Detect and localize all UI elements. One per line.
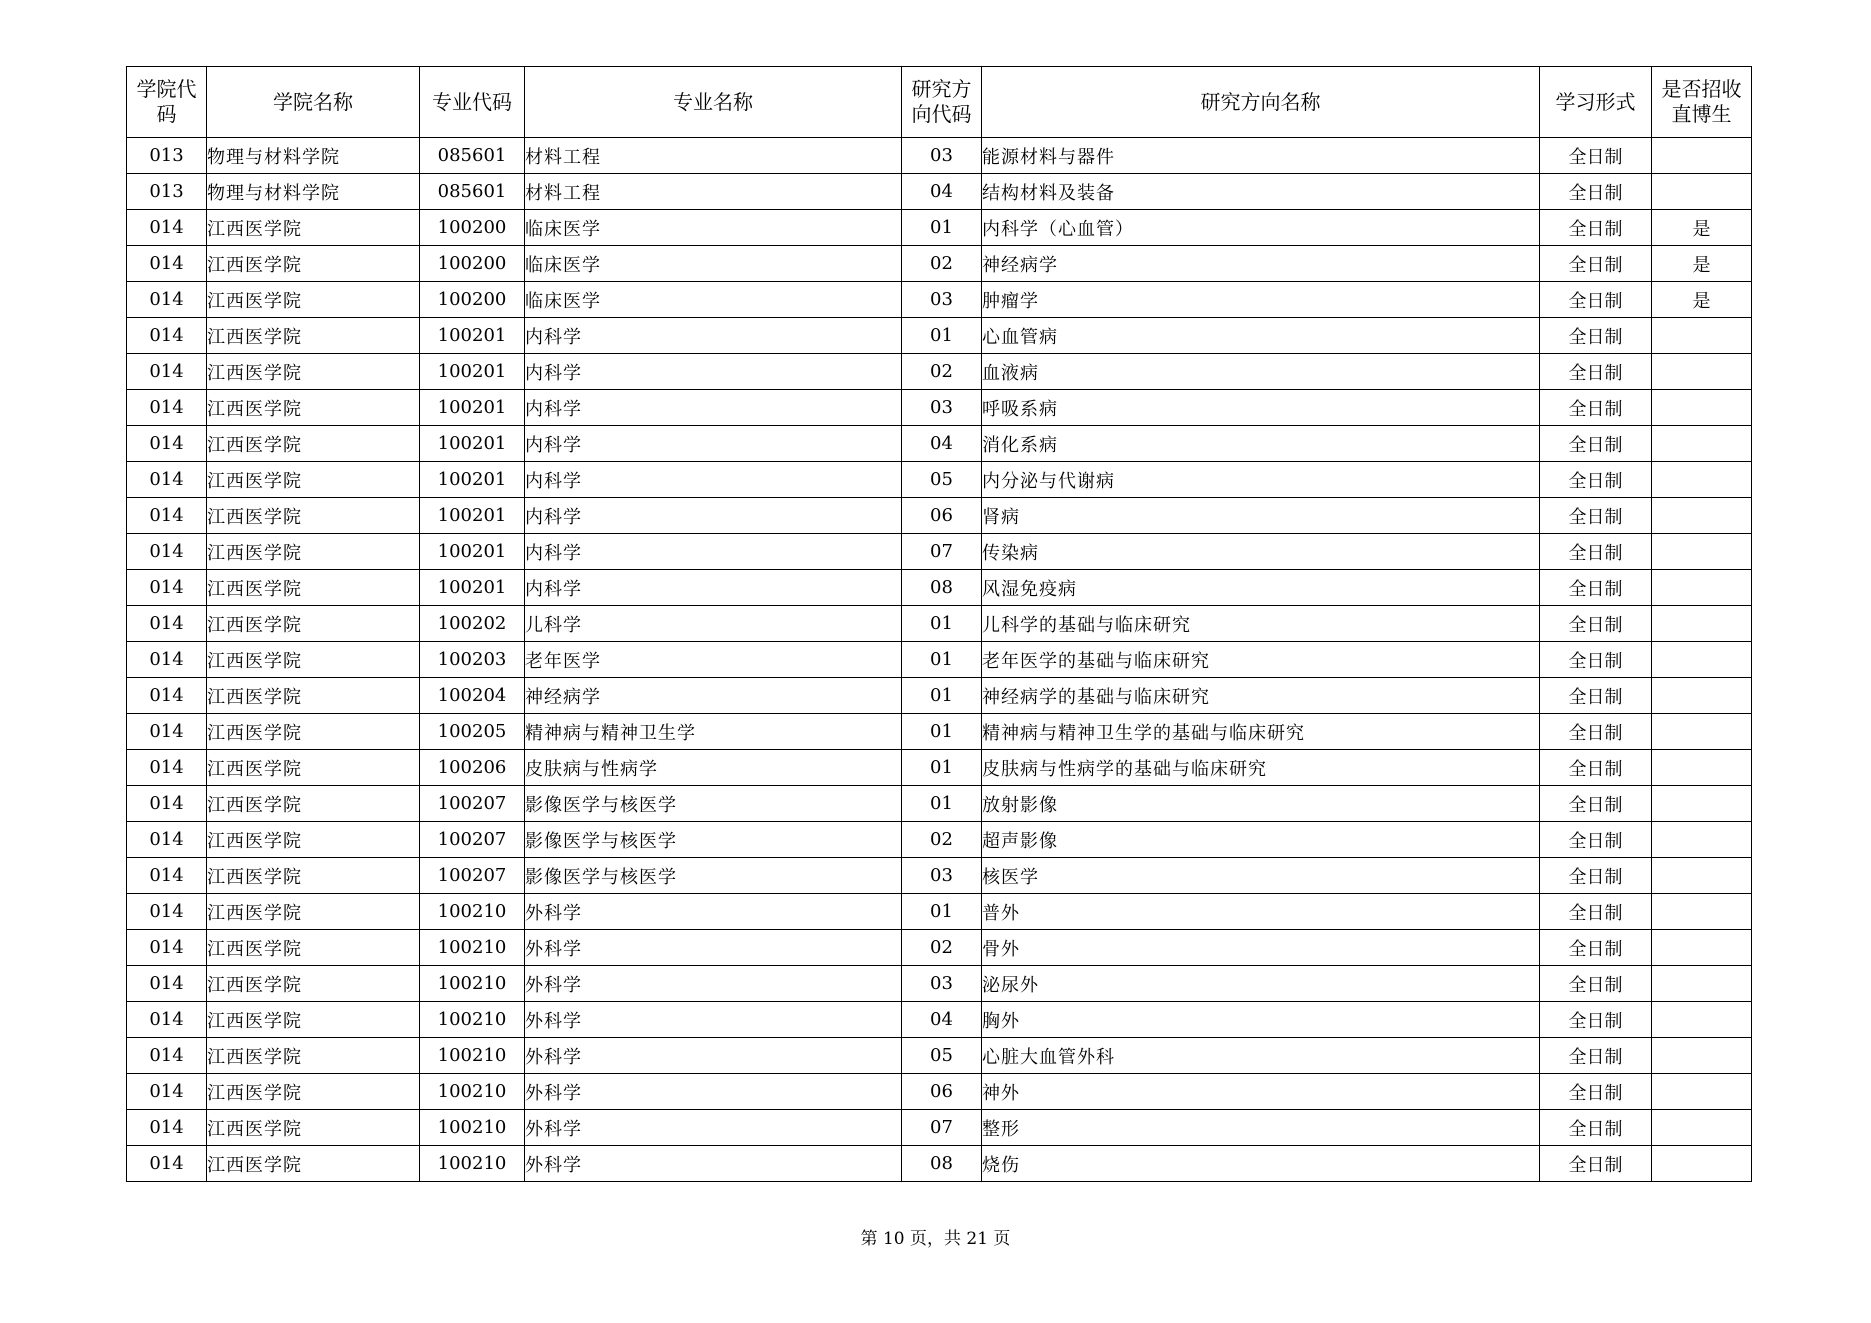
cell-major-name: 外科学 xyxy=(525,1038,902,1074)
cell-major-code: 100206 xyxy=(420,750,525,786)
cell-direct-phd xyxy=(1652,894,1752,930)
cell-direction-name: 结构材料及装备 xyxy=(982,174,1540,210)
cell-direction-name: 骨外 xyxy=(982,930,1540,966)
cell-college-code: 014 xyxy=(127,750,207,786)
cell-major-code: 100207 xyxy=(420,786,525,822)
cell-major-name: 影像医学与核医学 xyxy=(525,858,902,894)
cell-direction-name: 神经病学 xyxy=(982,246,1540,282)
cell-direct-phd xyxy=(1652,318,1752,354)
cell-direction-name: 心脏大血管外科 xyxy=(982,1038,1540,1074)
cell-major-name: 精神病与精神卫生学 xyxy=(525,714,902,750)
cell-direct-phd xyxy=(1652,354,1752,390)
cell-direct-phd xyxy=(1652,174,1752,210)
cell-college-name: 江西医学院 xyxy=(207,1074,420,1110)
cell-major-name: 内科学 xyxy=(525,498,902,534)
cell-direction-code: 01 xyxy=(902,678,982,714)
cell-college-name: 江西医学院 xyxy=(207,462,420,498)
table-row xyxy=(127,210,1752,246)
cell-direction-code: 03 xyxy=(902,858,982,894)
cell-direction-name: 内分泌与代谢病 xyxy=(982,462,1540,498)
cell-college-code: 014 xyxy=(127,1038,207,1074)
cell-college-name: 江西医学院 xyxy=(207,714,420,750)
cell-major-name: 神经病学 xyxy=(525,678,902,714)
table-row xyxy=(127,246,1752,282)
table-row xyxy=(127,714,1752,750)
cell-direction-code: 01 xyxy=(902,714,982,750)
cell-direct-phd xyxy=(1652,390,1752,426)
cell-direction-name: 心血管病 xyxy=(982,318,1540,354)
table-row xyxy=(127,786,1752,822)
cell-direction-name: 老年医学的基础与临床研究 xyxy=(982,642,1540,678)
cell-direction-name: 呼吸系病 xyxy=(982,390,1540,426)
cell-direct-phd xyxy=(1652,786,1752,822)
cell-direction-name: 精神病与精神卫生学的基础与临床研究 xyxy=(982,714,1540,750)
cell-direction-name: 超声影像 xyxy=(982,822,1540,858)
cell-college-code: 014 xyxy=(127,282,207,318)
cell-study-mode: 全日制 xyxy=(1540,678,1652,714)
cell-study-mode: 全日制 xyxy=(1540,966,1652,1002)
cell-college-code: 014 xyxy=(127,786,207,822)
cell-direct-phd xyxy=(1652,498,1752,534)
cell-major-name: 内科学 xyxy=(525,534,902,570)
cell-college-name: 江西医学院 xyxy=(207,570,420,606)
cell-college-code: 014 xyxy=(127,246,207,282)
cell-study-mode: 全日制 xyxy=(1540,786,1652,822)
cell-direction-code: 08 xyxy=(902,570,982,606)
cell-college-name: 江西医学院 xyxy=(207,750,420,786)
cell-direct-phd xyxy=(1652,858,1752,894)
cell-college-code: 013 xyxy=(127,174,207,210)
cell-major-name: 临床医学 xyxy=(525,246,902,282)
cell-college-code: 014 xyxy=(127,534,207,570)
cell-study-mode: 全日制 xyxy=(1540,462,1652,498)
table-row xyxy=(127,822,1752,858)
cell-major-code: 100201 xyxy=(420,390,525,426)
cell-major-code: 085601 xyxy=(420,174,525,210)
cell-college-code: 014 xyxy=(127,1002,207,1038)
cell-college-name: 江西医学院 xyxy=(207,498,420,534)
cell-major-code: 100207 xyxy=(420,822,525,858)
table-row xyxy=(127,174,1752,210)
cell-study-mode: 全日制 xyxy=(1540,390,1652,426)
cell-direct-phd xyxy=(1652,1002,1752,1038)
cell-study-mode: 全日制 xyxy=(1540,174,1652,210)
cell-major-name: 外科学 xyxy=(525,1002,902,1038)
cell-major-code: 100210 xyxy=(420,1002,525,1038)
cell-study-mode: 全日制 xyxy=(1540,534,1652,570)
cell-major-code: 100201 xyxy=(420,462,525,498)
cell-study-mode: 全日制 xyxy=(1540,210,1652,246)
cell-major-name: 材料工程 xyxy=(525,138,902,174)
cell-college-code: 014 xyxy=(127,894,207,930)
cell-direct-phd xyxy=(1652,1110,1752,1146)
table-row xyxy=(127,390,1752,426)
cell-study-mode: 全日制 xyxy=(1540,138,1652,174)
cell-major-name: 内科学 xyxy=(525,462,902,498)
cell-major-name: 内科学 xyxy=(525,354,902,390)
cell-college-name: 江西医学院 xyxy=(207,1146,420,1182)
cell-college-name: 江西医学院 xyxy=(207,1110,420,1146)
cell-college-name: 江西医学院 xyxy=(207,1002,420,1038)
cell-major-code: 100210 xyxy=(420,930,525,966)
cell-major-name: 外科学 xyxy=(525,894,902,930)
cell-college-code: 014 xyxy=(127,1146,207,1182)
cell-college-code: 014 xyxy=(127,210,207,246)
cell-major-code: 100210 xyxy=(420,966,525,1002)
header-direction-name: 研究方向名称 xyxy=(982,67,1540,138)
cell-study-mode: 全日制 xyxy=(1540,642,1652,678)
cell-college-code: 014 xyxy=(127,822,207,858)
cell-major-name: 临床医学 xyxy=(525,282,902,318)
table-row xyxy=(127,858,1752,894)
cell-major-name: 临床医学 xyxy=(525,210,902,246)
table-row xyxy=(127,462,1752,498)
cell-direct-phd xyxy=(1652,642,1752,678)
cell-direction-code: 05 xyxy=(902,462,982,498)
cell-direction-name: 普外 xyxy=(982,894,1540,930)
table-row xyxy=(127,282,1752,318)
cell-direction-code: 06 xyxy=(902,498,982,534)
cell-direction-name: 放射影像 xyxy=(982,786,1540,822)
table-row xyxy=(127,1146,1752,1182)
cell-study-mode: 全日制 xyxy=(1540,714,1652,750)
cell-major-name: 材料工程 xyxy=(525,174,902,210)
cell-major-code: 100202 xyxy=(420,606,525,642)
cell-college-code: 014 xyxy=(127,1074,207,1110)
table-row xyxy=(127,426,1752,462)
cell-college-code: 014 xyxy=(127,966,207,1002)
cell-college-code: 014 xyxy=(127,858,207,894)
cell-direction-code: 04 xyxy=(902,1002,982,1038)
table-header-row xyxy=(127,67,1752,138)
cell-college-name: 江西医学院 xyxy=(207,534,420,570)
cell-major-code: 100200 xyxy=(420,246,525,282)
cell-study-mode: 全日制 xyxy=(1540,354,1652,390)
cell-study-mode: 全日制 xyxy=(1540,606,1652,642)
cell-college-code: 014 xyxy=(127,678,207,714)
cell-major-name: 内科学 xyxy=(525,390,902,426)
cell-direct-phd xyxy=(1652,426,1752,462)
enrollment-table xyxy=(126,66,1752,1182)
cell-college-name: 江西医学院 xyxy=(207,822,420,858)
cell-direction-code: 01 xyxy=(902,210,982,246)
cell-direction-name: 泌尿外 xyxy=(982,966,1540,1002)
cell-direction-code: 03 xyxy=(902,390,982,426)
cell-direction-code: 02 xyxy=(902,354,982,390)
cell-direction-code: 08 xyxy=(902,1146,982,1182)
cell-major-code: 100200 xyxy=(420,282,525,318)
cell-direction-code: 03 xyxy=(902,282,982,318)
table-row xyxy=(127,1002,1752,1038)
cell-major-name: 外科学 xyxy=(525,1074,902,1110)
table-body xyxy=(127,138,1752,1182)
cell-major-name: 老年医学 xyxy=(525,642,902,678)
cell-direction-code: 02 xyxy=(902,822,982,858)
cell-major-code: 085601 xyxy=(420,138,525,174)
cell-direct-phd xyxy=(1652,1146,1752,1182)
cell-major-code: 100205 xyxy=(420,714,525,750)
cell-college-code: 014 xyxy=(127,642,207,678)
cell-study-mode: 全日制 xyxy=(1540,1002,1652,1038)
table-row xyxy=(127,966,1752,1002)
header-college-code: 学院代码 xyxy=(127,67,207,138)
cell-college-code: 014 xyxy=(127,930,207,966)
cell-major-code: 100201 xyxy=(420,318,525,354)
cell-direction-code: 03 xyxy=(902,966,982,1002)
cell-major-name: 内科学 xyxy=(525,426,902,462)
cell-major-name: 外科学 xyxy=(525,1110,902,1146)
cell-study-mode: 全日制 xyxy=(1540,858,1652,894)
table-row xyxy=(127,1074,1752,1110)
cell-direction-name: 整形 xyxy=(982,1110,1540,1146)
page-footer: 第 10 页，共 21 页 xyxy=(860,1229,1011,1249)
header-direction-code: 研究方向代码 xyxy=(902,67,982,138)
cell-college-name: 江西医学院 xyxy=(207,426,420,462)
cell-major-name: 内科学 xyxy=(525,318,902,354)
cell-study-mode: 全日制 xyxy=(1540,1074,1652,1110)
cell-direction-code: 07 xyxy=(902,534,982,570)
cell-college-name: 江西医学院 xyxy=(207,318,420,354)
cell-direction-name: 皮肤病与性病学的基础与临床研究 xyxy=(982,750,1540,786)
cell-direction-code: 01 xyxy=(902,786,982,822)
cell-college-name: 江西医学院 xyxy=(207,246,420,282)
cell-college-name: 江西医学院 xyxy=(207,894,420,930)
cell-direction-name: 神经病学的基础与临床研究 xyxy=(982,678,1540,714)
cell-direction-name: 儿科学的基础与临床研究 xyxy=(982,606,1540,642)
cell-major-name: 内科学 xyxy=(525,570,902,606)
cell-major-code: 100200 xyxy=(420,210,525,246)
cell-major-code: 100201 xyxy=(420,354,525,390)
cell-college-name: 物理与材料学院 xyxy=(207,174,420,210)
cell-direction-name: 内科学（心血管） xyxy=(982,210,1540,246)
table-row xyxy=(127,534,1752,570)
cell-college-name: 江西医学院 xyxy=(207,354,420,390)
cell-college-name: 江西医学院 xyxy=(207,606,420,642)
cell-major-name: 外科学 xyxy=(525,930,902,966)
cell-study-mode: 全日制 xyxy=(1540,894,1652,930)
cell-direct-phd xyxy=(1652,714,1752,750)
cell-college-code: 014 xyxy=(127,318,207,354)
cell-direct-phd xyxy=(1652,750,1752,786)
cell-direction-name: 风湿免疫病 xyxy=(982,570,1540,606)
cell-direction-code: 04 xyxy=(902,174,982,210)
cell-direction-code: 04 xyxy=(902,426,982,462)
table-row xyxy=(127,1110,1752,1146)
cell-college-code: 014 xyxy=(127,354,207,390)
cell-study-mode: 全日制 xyxy=(1540,426,1652,462)
cell-direction-code: 01 xyxy=(902,642,982,678)
cell-direction-name: 烧伤 xyxy=(982,1146,1540,1182)
cell-direct-phd xyxy=(1652,462,1752,498)
cell-direction-code: 02 xyxy=(902,246,982,282)
table-row xyxy=(127,354,1752,390)
cell-college-code: 014 xyxy=(127,714,207,750)
cell-direct-phd: 是 xyxy=(1652,282,1752,318)
cell-college-code: 014 xyxy=(127,498,207,534)
cell-college-name: 江西医学院 xyxy=(207,282,420,318)
cell-study-mode: 全日制 xyxy=(1540,318,1652,354)
cell-study-mode: 全日制 xyxy=(1540,246,1652,282)
cell-major-name: 影像医学与核医学 xyxy=(525,786,902,822)
cell-direction-code: 03 xyxy=(902,138,982,174)
cell-college-name: 江西医学院 xyxy=(207,1038,420,1074)
cell-direct-phd xyxy=(1652,930,1752,966)
cell-direction-name: 能源材料与器件 xyxy=(982,138,1540,174)
cell-direction-name: 传染病 xyxy=(982,534,1540,570)
cell-major-name: 外科学 xyxy=(525,966,902,1002)
cell-study-mode: 全日制 xyxy=(1540,1146,1652,1182)
cell-major-code: 100203 xyxy=(420,642,525,678)
cell-major-code: 100210 xyxy=(420,1146,525,1182)
cell-direction-name: 肾病 xyxy=(982,498,1540,534)
cell-direct-phd xyxy=(1652,606,1752,642)
cell-major-code: 100210 xyxy=(420,1038,525,1074)
cell-major-name: 影像医学与核医学 xyxy=(525,822,902,858)
cell-study-mode: 全日制 xyxy=(1540,930,1652,966)
cell-college-name: 江西医学院 xyxy=(207,678,420,714)
table-row xyxy=(127,894,1752,930)
cell-direction-code: 01 xyxy=(902,318,982,354)
header-major-code: 专业代码 xyxy=(420,67,525,138)
cell-college-name: 江西医学院 xyxy=(207,210,420,246)
cell-major-code: 100210 xyxy=(420,1074,525,1110)
cell-study-mode: 全日制 xyxy=(1540,750,1652,786)
cell-direct-phd xyxy=(1652,966,1752,1002)
cell-direct-phd xyxy=(1652,822,1752,858)
cell-direct-phd xyxy=(1652,570,1752,606)
cell-direction-code: 01 xyxy=(902,750,982,786)
cell-direct-phd xyxy=(1652,1038,1752,1074)
cell-direction-code: 07 xyxy=(902,1110,982,1146)
cell-major-name: 外科学 xyxy=(525,1146,902,1182)
header-college-name: 学院名称 xyxy=(207,67,420,138)
cell-direction-code: 02 xyxy=(902,930,982,966)
cell-college-code: 013 xyxy=(127,138,207,174)
table-row xyxy=(127,750,1752,786)
table-row xyxy=(127,138,1752,174)
cell-college-code: 014 xyxy=(127,606,207,642)
cell-study-mode: 全日制 xyxy=(1540,282,1652,318)
cell-direction-name: 血液病 xyxy=(982,354,1540,390)
cell-direction-name: 核医学 xyxy=(982,858,1540,894)
table-row xyxy=(127,318,1752,354)
cell-major-code: 100201 xyxy=(420,498,525,534)
cell-college-name: 江西医学院 xyxy=(207,390,420,426)
cell-study-mode: 全日制 xyxy=(1540,570,1652,606)
table-row xyxy=(127,930,1752,966)
cell-direct-phd xyxy=(1652,138,1752,174)
cell-college-code: 014 xyxy=(127,462,207,498)
cell-direction-name: 胸外 xyxy=(982,1002,1540,1038)
header-direct-phd: 是否招收直博生 xyxy=(1652,67,1752,138)
cell-major-name: 儿科学 xyxy=(525,606,902,642)
cell-direct-phd xyxy=(1652,1074,1752,1110)
cell-study-mode: 全日制 xyxy=(1540,822,1652,858)
cell-direct-phd xyxy=(1652,534,1752,570)
cell-college-name: 物理与材料学院 xyxy=(207,138,420,174)
cell-major-code: 100201 xyxy=(420,570,525,606)
cell-college-name: 江西医学院 xyxy=(207,642,420,678)
cell-college-code: 014 xyxy=(127,426,207,462)
table-row xyxy=(127,570,1752,606)
cell-major-code: 100201 xyxy=(420,426,525,462)
cell-direction-code: 05 xyxy=(902,1038,982,1074)
cell-study-mode: 全日制 xyxy=(1540,498,1652,534)
cell-college-name: 江西医学院 xyxy=(207,858,420,894)
cell-direction-name: 神外 xyxy=(982,1074,1540,1110)
cell-direction-code: 01 xyxy=(902,606,982,642)
table-row xyxy=(127,1038,1752,1074)
cell-college-name: 江西医学院 xyxy=(207,786,420,822)
cell-college-code: 014 xyxy=(127,390,207,426)
cell-direction-name: 消化系病 xyxy=(982,426,1540,462)
cell-direct-phd: 是 xyxy=(1652,246,1752,282)
header-study-mode: 学习形式 xyxy=(1540,67,1652,138)
header-major-name: 专业名称 xyxy=(525,67,902,138)
cell-direction-name: 肿瘤学 xyxy=(982,282,1540,318)
cell-major-code: 100201 xyxy=(420,534,525,570)
cell-college-code: 014 xyxy=(127,570,207,606)
cell-study-mode: 全日制 xyxy=(1540,1038,1652,1074)
cell-major-code: 100210 xyxy=(420,1110,525,1146)
cell-major-name: 皮肤病与性病学 xyxy=(525,750,902,786)
cell-direction-code: 01 xyxy=(902,894,982,930)
cell-college-name: 江西医学院 xyxy=(207,930,420,966)
table-row xyxy=(127,606,1752,642)
cell-direction-code: 06 xyxy=(902,1074,982,1110)
cell-college-name: 江西医学院 xyxy=(207,966,420,1002)
cell-major-code: 100207 xyxy=(420,858,525,894)
table-row xyxy=(127,678,1752,714)
table-row xyxy=(127,642,1752,678)
cell-study-mode: 全日制 xyxy=(1540,1110,1652,1146)
cell-direct-phd: 是 xyxy=(1652,210,1752,246)
cell-college-code: 014 xyxy=(127,1110,207,1146)
cell-direct-phd xyxy=(1652,678,1752,714)
cell-major-code: 100204 xyxy=(420,678,525,714)
table-row xyxy=(127,498,1752,534)
cell-major-code: 100210 xyxy=(420,894,525,930)
